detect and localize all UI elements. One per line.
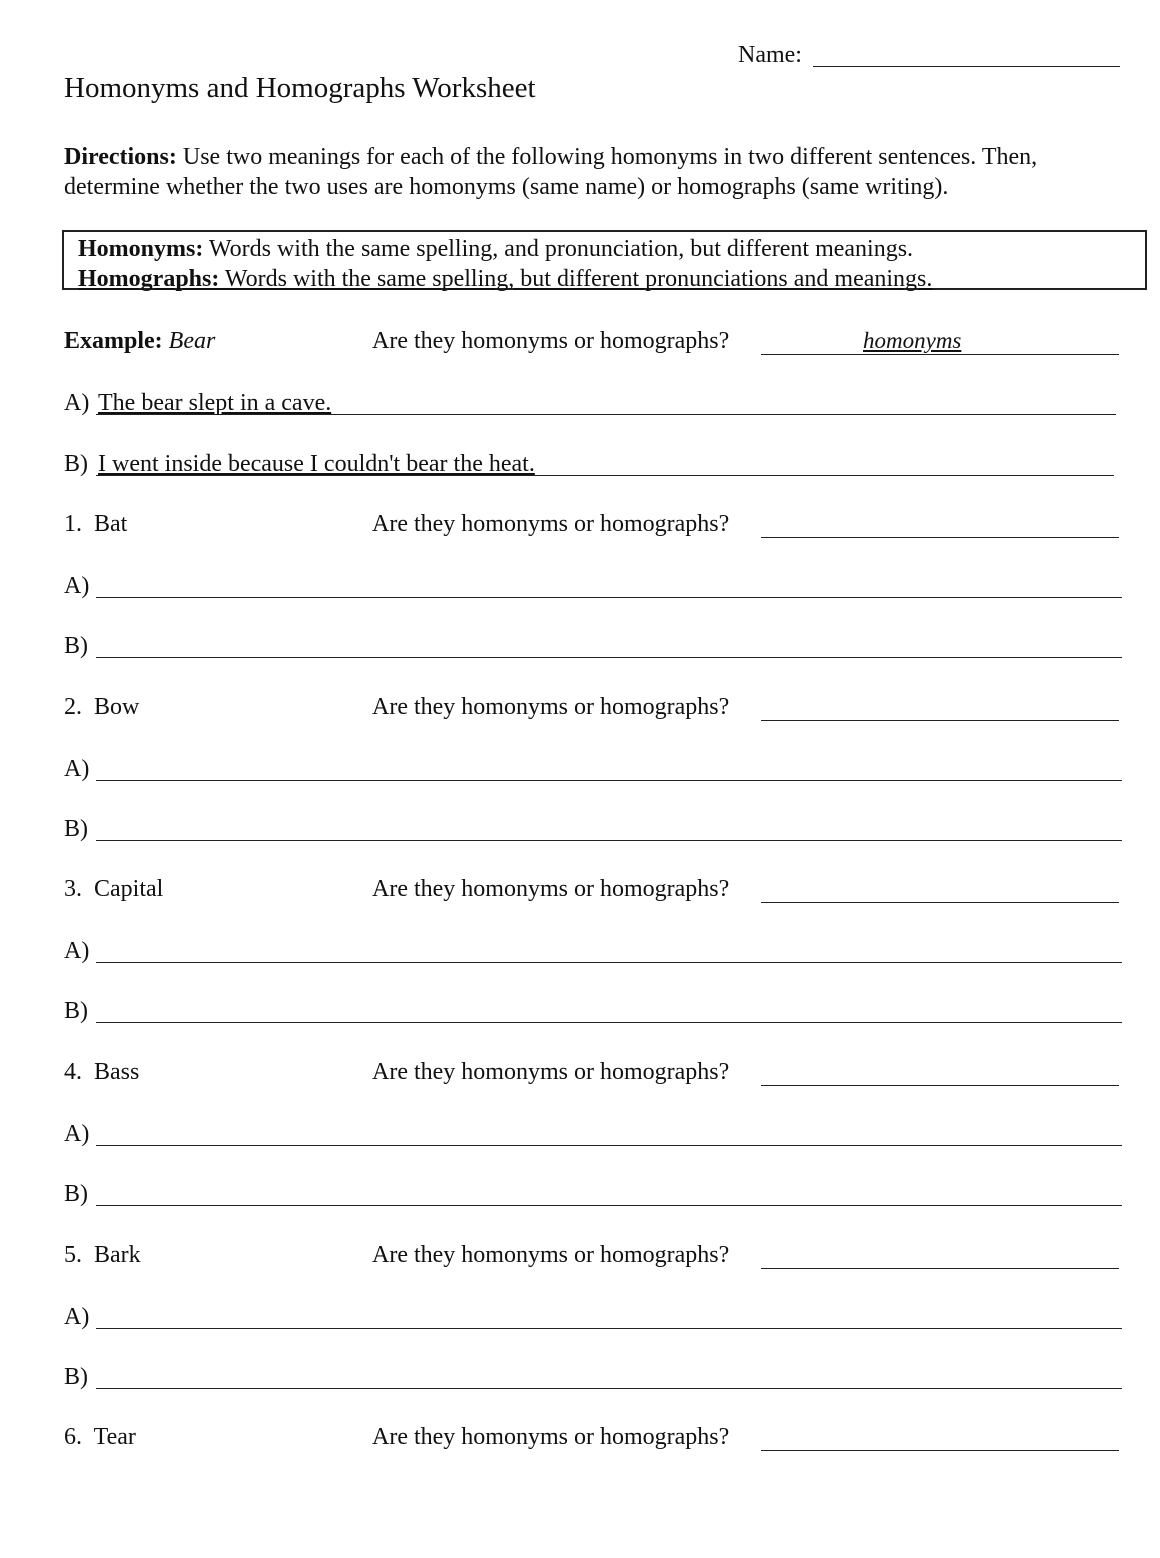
example-word-text: Bear bbox=[168, 328, 216, 354]
directions bbox=[64, 142, 1134, 202]
example-b-label: B) bbox=[64, 451, 88, 477]
item-1-word bbox=[64, 511, 127, 538]
homonyms-text: Words with the same spelling, and pronunciation, but different meanings. bbox=[203, 236, 914, 262]
item-3-answer-line[interactable] bbox=[761, 902, 1119, 903]
item-5-word bbox=[64, 1242, 141, 1269]
item-4-question: Are they homonyms or homographs? bbox=[372, 1059, 730, 1085]
item-2-b-label: B) bbox=[64, 816, 88, 842]
item-5-answer-line[interactable] bbox=[761, 1268, 1119, 1269]
example-a-label: A) bbox=[64, 390, 90, 416]
item-2-a-line[interactable] bbox=[96, 780, 1122, 781]
item-2-b-line[interactable] bbox=[96, 840, 1122, 841]
item-4-a-label: A) bbox=[64, 1121, 90, 1147]
homonyms-definition bbox=[78, 236, 913, 263]
item-number: 2. bbox=[64, 694, 82, 720]
item-word: Bark bbox=[94, 1242, 141, 1268]
item-number: 6. bbox=[64, 1424, 82, 1450]
item-2-word bbox=[64, 694, 139, 721]
item-5-question: Are they homonyms or homographs? bbox=[372, 1242, 730, 1268]
item-4-answer-line[interactable] bbox=[761, 1085, 1119, 1086]
example-answer-line bbox=[761, 354, 1119, 355]
item-2-question: Are they homonyms or homographs? bbox=[372, 694, 730, 720]
example-answer: homonyms bbox=[863, 328, 962, 353]
example-word bbox=[64, 328, 215, 355]
item-word: Bat bbox=[94, 511, 128, 537]
item-1-a-line[interactable] bbox=[96, 597, 1122, 598]
homographs-term: Homographs: bbox=[78, 266, 220, 292]
example-question: Are they homonyms or homographs? bbox=[372, 328, 730, 354]
item-word: Bow bbox=[94, 694, 140, 720]
item-4-word bbox=[64, 1059, 139, 1086]
item-3-a-line[interactable] bbox=[96, 962, 1122, 963]
item-4-b-label: B) bbox=[64, 1181, 88, 1207]
item-5-b-label: B) bbox=[64, 1364, 88, 1390]
item-4-b-line[interactable] bbox=[96, 1205, 1122, 1206]
item-5-a-line[interactable] bbox=[96, 1328, 1122, 1329]
item-3-b-line[interactable] bbox=[96, 1022, 1122, 1023]
homographs-text: Words with the same spelling, but different pronunciations and meanings. bbox=[219, 266, 933, 292]
example-label: Example: bbox=[64, 328, 163, 354]
item-3-word bbox=[64, 876, 163, 903]
item-6-question: Are they homonyms or homographs? bbox=[372, 1424, 730, 1450]
item-word: Tear bbox=[93, 1424, 136, 1450]
item-number: 1. bbox=[64, 511, 82, 537]
item-5-a-label: A) bbox=[64, 1304, 90, 1330]
item-6-word bbox=[64, 1424, 136, 1451]
example-b-sentence: I went inside because I couldn't bear the heat. bbox=[98, 451, 535, 477]
item-1-b-line[interactable] bbox=[96, 657, 1122, 658]
item-1-a-label: A) bbox=[64, 573, 90, 599]
item-6-answer-line[interactable] bbox=[761, 1450, 1119, 1451]
example-a-sentence: The bear slept in a cave. bbox=[98, 390, 332, 416]
definitions-box bbox=[62, 230, 1147, 290]
directions-label: Directions: bbox=[64, 144, 177, 170]
homonyms-term: Homonyms: bbox=[78, 236, 204, 262]
item-number: 4. bbox=[64, 1059, 82, 1085]
worksheet-title: Homonyms and Homographs Worksheet bbox=[64, 72, 536, 104]
item-number: 3. bbox=[64, 876, 82, 902]
item-4-a-line[interactable] bbox=[96, 1145, 1122, 1146]
item-1-answer-line[interactable] bbox=[761, 537, 1119, 538]
homographs-definition bbox=[78, 266, 932, 293]
item-5-b-line[interactable] bbox=[96, 1388, 1122, 1389]
name-label: Name: bbox=[738, 42, 802, 68]
item-3-question: Are they homonyms or homographs? bbox=[372, 876, 730, 902]
item-3-a-label: A) bbox=[64, 938, 90, 964]
item-2-a-label: A) bbox=[64, 756, 90, 782]
item-word: Bass bbox=[94, 1059, 140, 1085]
item-word: Capital bbox=[94, 876, 164, 902]
name-field-line[interactable] bbox=[813, 66, 1120, 67]
item-1-b-label: B) bbox=[64, 633, 88, 659]
directions-text: Use two meanings for each of the following homonyms in two different sentences. Then, determine whether the two uses are homonyms (same name) or homographs (same writing). bbox=[64, 144, 1038, 200]
item-2-answer-line[interactable] bbox=[761, 720, 1119, 721]
item-3-b-label: B) bbox=[64, 998, 88, 1024]
item-number: 5. bbox=[64, 1242, 82, 1268]
item-1-question: Are they homonyms or homographs? bbox=[372, 511, 730, 537]
